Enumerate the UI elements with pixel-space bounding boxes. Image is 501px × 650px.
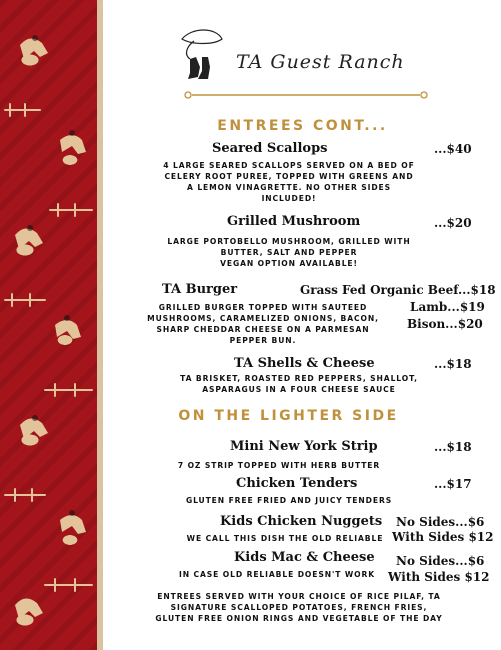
item-price-burger-bison: Bison...$20 [407, 317, 483, 331]
item-price-nuggets-sides: With Sides $12 [392, 530, 494, 544]
item-price-mac-sides: With Sides $12 [388, 570, 490, 584]
item-name-strip: Mini New York Strip [230, 439, 378, 454]
item-name-shells: TA Shells & Cheese [234, 356, 375, 371]
section-title-entrees-cont: ENTREES CONT... [217, 118, 388, 134]
item-name-mushroom: Grilled Mushroom [227, 214, 361, 229]
item-desc-tenders: GLUTEN FREE FRIED AND JUICY TENDERS [185, 496, 393, 505]
brand-name: TA Guest Ranch [236, 51, 405, 73]
item-desc-mac: IN CASE OLD RELIABLE DOESN'T WORK [178, 570, 376, 579]
item-desc-mushroom: LARGE PORTOBELLO MUSHROOM, GRILLED WITH BUTTER, SALT AND PEPPER VEGAN OPTION AVAILABLE! [167, 237, 411, 268]
section-title-lighter-side: ON THE LIGHTER SIDE [178, 408, 399, 424]
menu-page [104, 0, 501, 650]
item-price-shells: ...$18 [434, 357, 472, 371]
item-desc-strip: 7 OZ STRIP TOPPED WITH HERB BUTTER [177, 461, 381, 470]
footer-sides-note: ENTREES SERVED WITH YOUR CHOICE OF RICE PILAF, TA SIGNATURE SCALLOPED POTATOES, FRENCH FRIES, GLUTEN FREE ONION RINGS AND VEGETABLE OF THE DAY [155, 592, 443, 623]
item-price-scallops: ...$40 [434, 142, 472, 156]
item-name-tenders: Chicken Tenders [236, 476, 358, 491]
item-price-mac-nosides: No Sides...$6 [396, 554, 485, 568]
rodeo-pattern-icon [0, 0, 97, 650]
item-name-scallops: Seared Scallops [212, 141, 328, 156]
item-desc-shells: TA BRISKET, ROASTED RED PEPPERS, SHALLOT, ASPARAGUS IN A FOUR CHEESE SAUCE [180, 374, 418, 394]
cowboy-boots-lasso-icon [174, 25, 234, 85]
ornament-divider [184, 90, 428, 100]
item-price-nuggets-nosides: No Sides...$6 [396, 515, 485, 529]
item-desc-scallops: 4 LARGE SEARED SCALLOPS SERVED ON A BED OF CELERY ROOT PUREE, TOPPED WITH GREENS AND A LEMON VINAGRETTE. NO OTHER SIDES INCLUDED! [163, 161, 415, 203]
item-price-burger-lamb: Lamb...$19 [410, 300, 485, 314]
item-desc-burger: GRILLED BURGER TOPPED WITH SAUTEED MUSHROOMS, CARAMELIZED ONIONS, BACON, SHARP CHEDDAR CHEESE ON A PARMESAN PEPPER BUN. [147, 303, 379, 345]
item-desc-nuggets: WE CALL THIS DISH THE OLD RELIABLE [186, 534, 384, 543]
item-name-nuggets: Kids Chicken Nuggets [220, 514, 383, 529]
cowboy-pattern-border [0, 0, 103, 650]
item-name-mac: Kids Mac & Cheese [234, 550, 375, 565]
item-price-tenders: ...$17 [434, 477, 472, 491]
item-name-burger: TA Burger [162, 282, 238, 297]
item-price-burger-beef: Grass Fed Organic Beef...$18 [300, 283, 496, 297]
item-price-strip: ...$18 [434, 440, 472, 454]
item-price-mushroom: ...$20 [434, 216, 472, 230]
